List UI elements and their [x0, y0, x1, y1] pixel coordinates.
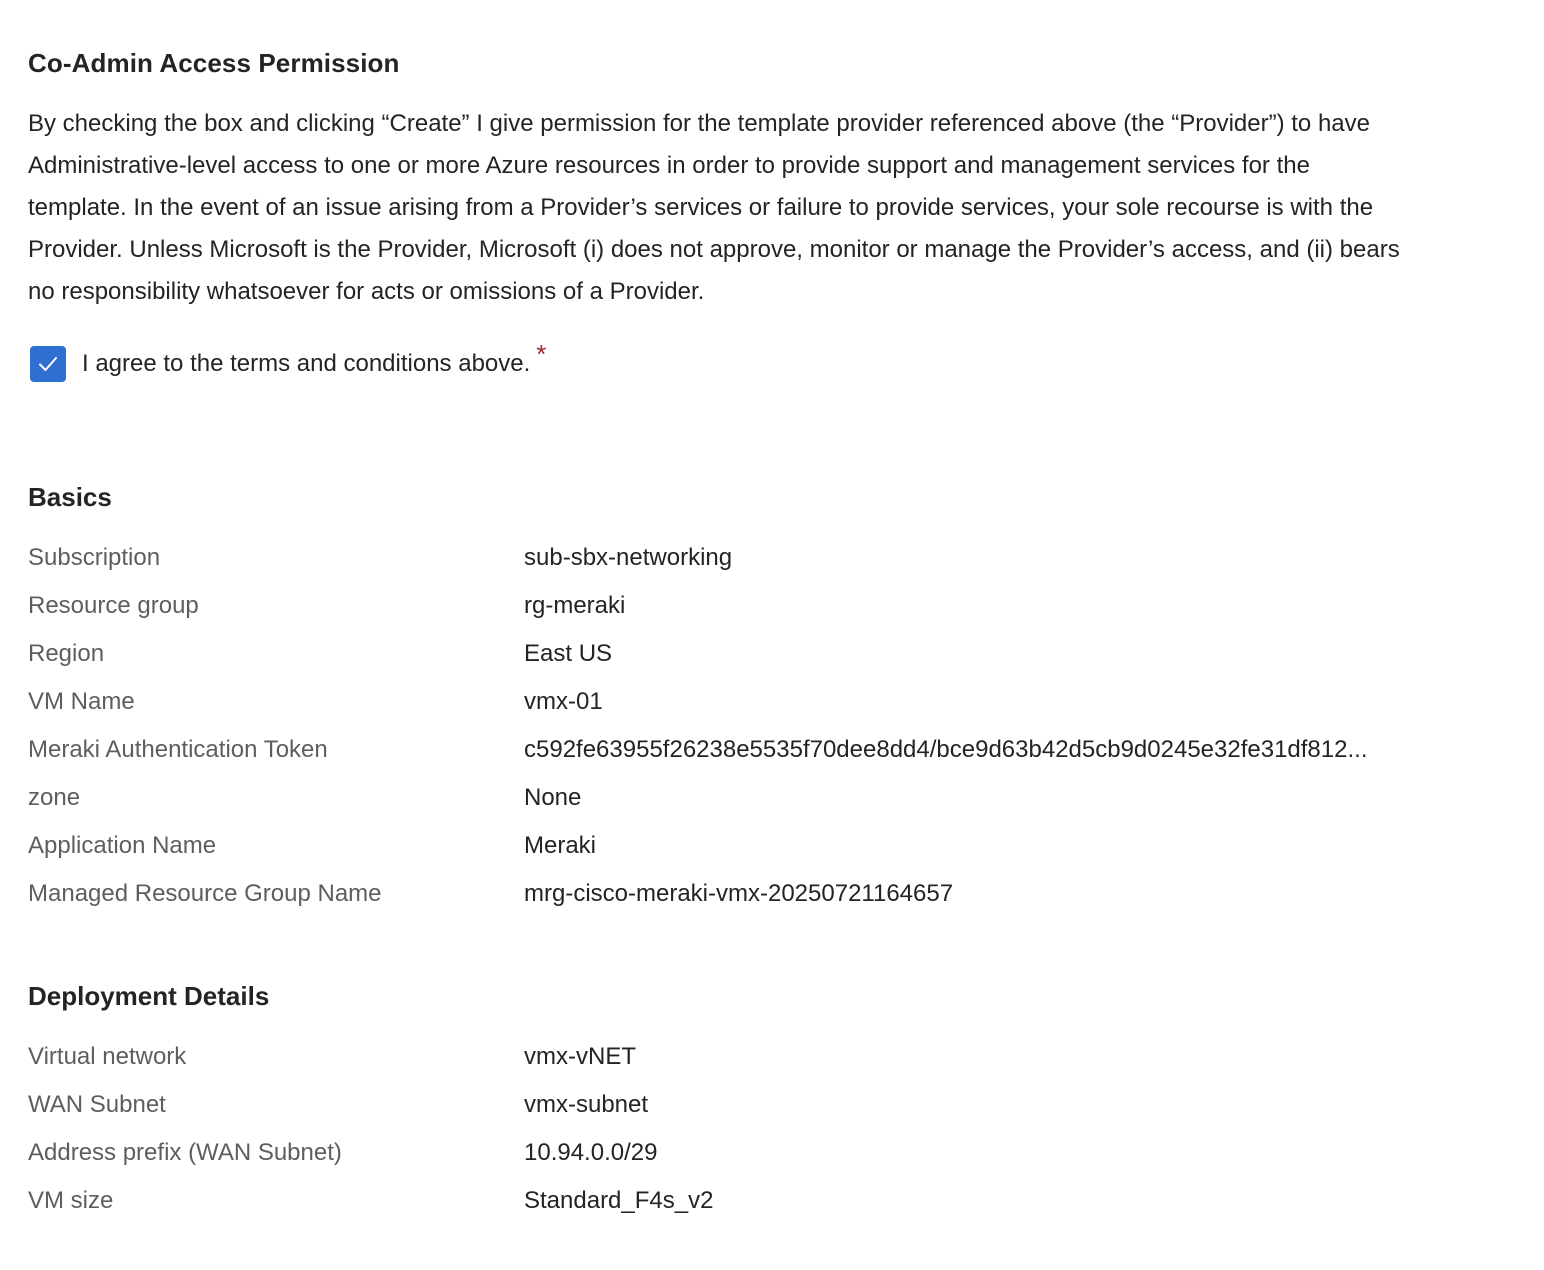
- summary-row-region: [28, 630, 1508, 678]
- agree-terms-checkbox[interactable]: [30, 346, 66, 382]
- summary-label: Region: [28, 640, 105, 667]
- summary-value: vmx-subnet: [524, 1091, 649, 1118]
- summary-label: Subscription: [28, 544, 161, 571]
- summary-value: None: [524, 784, 582, 811]
- agree-terms-checkbox-row[interactable]: [30, 338, 547, 382]
- basics-summary-list: [28, 534, 1508, 918]
- summary-label: VM size: [28, 1187, 114, 1214]
- summary-value: East US: [524, 640, 613, 667]
- deployment-summary-list: [28, 1033, 1508, 1225]
- summary-label: Virtual network: [28, 1043, 187, 1070]
- consent-section-title: Co-Admin Access Permission: [28, 48, 400, 78]
- summary-value: c592fe63955f26238e5535f70dee8dd4/bce9d63b42d5cb9d0245e32fe31df812...: [524, 736, 1368, 763]
- summary-value: Meraki: [524, 832, 597, 859]
- summary-label: Application Name: [28, 832, 217, 859]
- summary-row-address-prefix: [28, 1129, 1508, 1177]
- summary-value: vmx-vNET: [524, 1043, 636, 1070]
- summary-row-auth-token: [28, 726, 1508, 774]
- summary-row-zone: [28, 774, 1508, 822]
- summary-label: Managed Resource Group Name: [28, 880, 382, 907]
- summary-row-virtual-network: [28, 1033, 1508, 1081]
- summary-label: Address prefix (WAN Subnet): [28, 1139, 342, 1166]
- summary-row-subscription: [28, 534, 1508, 582]
- deployment-section-title: Deployment Details: [28, 981, 270, 1011]
- summary-row-application-name: [28, 822, 1508, 870]
- required-asterisk: *: [536, 338, 547, 369]
- summary-row-wan-subnet: [28, 1081, 1508, 1129]
- summary-row-vm-size: [28, 1177, 1508, 1225]
- summary-value: rg-meraki: [524, 592, 626, 619]
- summary-row-managed-rg-name: [28, 870, 1508, 918]
- basics-section-title: Basics: [28, 482, 112, 512]
- summary-label: Meraki Authentication Token: [28, 736, 328, 763]
- summary-label: VM Name: [28, 688, 135, 715]
- summary-row-vm-name: [28, 678, 1508, 726]
- consent-terms-text: By checking the box and clicking “Create” I give permission for the template provider referenced above (the “Provider”) to have Administrative-level access to one or more Azure resources in order to provide support and management services for the template. In the event of an issue arising from a Provider’s services or failure to provide services, your sole recourse is with the Provider. Unless Microsoft is the Provider, Microsoft (i) does not approve, monitor or manage the Provider’s access, and (ii) bears no responsibility whatsoever for acts or omissions of a Provider.: [28, 110, 1400, 305]
- summary-value: mrg-cisco-meraki-vmx-20250721164657: [524, 880, 954, 907]
- agree-terms-label[interactable]: I agree to the terms and conditions above.: [82, 350, 531, 377]
- checkmark-icon: [37, 353, 59, 375]
- summary-label: WAN Subnet: [28, 1091, 166, 1118]
- summary-label: zone: [28, 784, 81, 811]
- summary-row-resource-group: [28, 582, 1508, 630]
- summary-value: vmx-01: [524, 688, 603, 715]
- summary-label: Resource group: [28, 592, 199, 619]
- summary-value: Standard_F4s_v2: [524, 1187, 714, 1214]
- summary-value: sub-sbx-networking: [524, 544, 733, 571]
- summary-value: 10.94.0.0/29: [524, 1139, 658, 1166]
